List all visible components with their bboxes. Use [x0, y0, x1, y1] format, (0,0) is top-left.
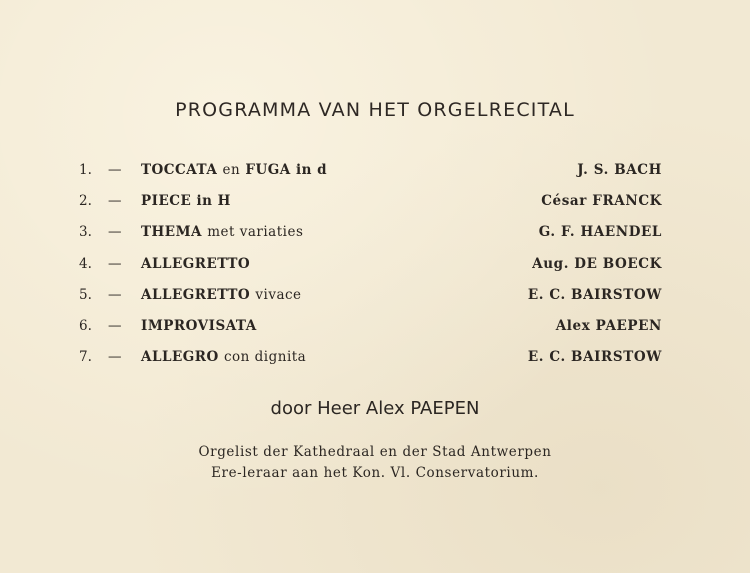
item-dash: — [108, 162, 122, 178]
item-number: 6. [79, 318, 92, 334]
composer-name: E. C. BAIRSTOW [527, 349, 662, 365]
item-number: 7. [79, 349, 92, 365]
piece-title-main: IMPROVISATA [141, 318, 257, 334]
piece-title-main: ALLEGRO [141, 349, 219, 365]
item-dash: — [108, 318, 122, 334]
piece-title [141, 162, 327, 178]
program-item [0, 193, 750, 215]
composer-name: E. C. BAIRSTOW [527, 287, 662, 303]
composer-name: J. S. BACH [577, 162, 662, 178]
program-item [0, 224, 750, 246]
piece-title-tail: FUGA in d [245, 162, 328, 178]
item-dash: — [108, 349, 122, 365]
composer-name: César FRANCK [541, 193, 662, 209]
composer-name: Aug. DE BOECK [532, 256, 662, 272]
item-dash: — [108, 224, 122, 240]
item-number: 1. [79, 162, 92, 178]
piece-title [141, 224, 303, 240]
item-number: 4. [79, 256, 92, 272]
program-item [0, 349, 750, 371]
piece-title-connector: en [222, 162, 241, 178]
performer-line: door Heer Alex PAEPEN [270, 398, 480, 419]
program-item [0, 287, 750, 309]
composer-name: Alex PAEPEN [555, 318, 662, 334]
piece-title [141, 193, 231, 209]
performer-credit: Ere-leraar aan het Kon. Vl. Conservatorium. [211, 465, 539, 481]
piece-title-main: ALLEGRETTO [141, 256, 251, 272]
program-item [0, 162, 750, 184]
performer-credit: Orgelist der Kathedraal en der Stad Antwerpen [198, 444, 552, 460]
item-dash: — [108, 193, 122, 209]
piece-title [141, 318, 257, 334]
item-number: 5. [79, 287, 92, 303]
item-dash: — [108, 256, 122, 272]
piece-title-connector: met variaties [207, 224, 304, 240]
piece-title-main: THEMA [141, 224, 203, 240]
piece-title [141, 287, 302, 303]
item-number: 3. [79, 224, 92, 240]
piece-title-main: PIECE in H [141, 193, 231, 209]
piece-title-connector: vivace [255, 287, 302, 303]
item-number: 2. [79, 193, 92, 209]
program-item [0, 318, 750, 340]
item-dash: — [108, 287, 122, 303]
piece-title-connector: con dignita [223, 349, 307, 365]
composer-name: G. F. HAENDEL [538, 224, 662, 240]
piece-title-main: ALLEGRETTO [141, 287, 251, 303]
piece-title-main: TOCCATA [141, 162, 218, 178]
piece-title [141, 256, 250, 272]
piece-title [141, 349, 306, 365]
program-item [0, 256, 750, 278]
program-title: PROGRAMMA VAN HET ORGELRECITAL [175, 99, 575, 121]
